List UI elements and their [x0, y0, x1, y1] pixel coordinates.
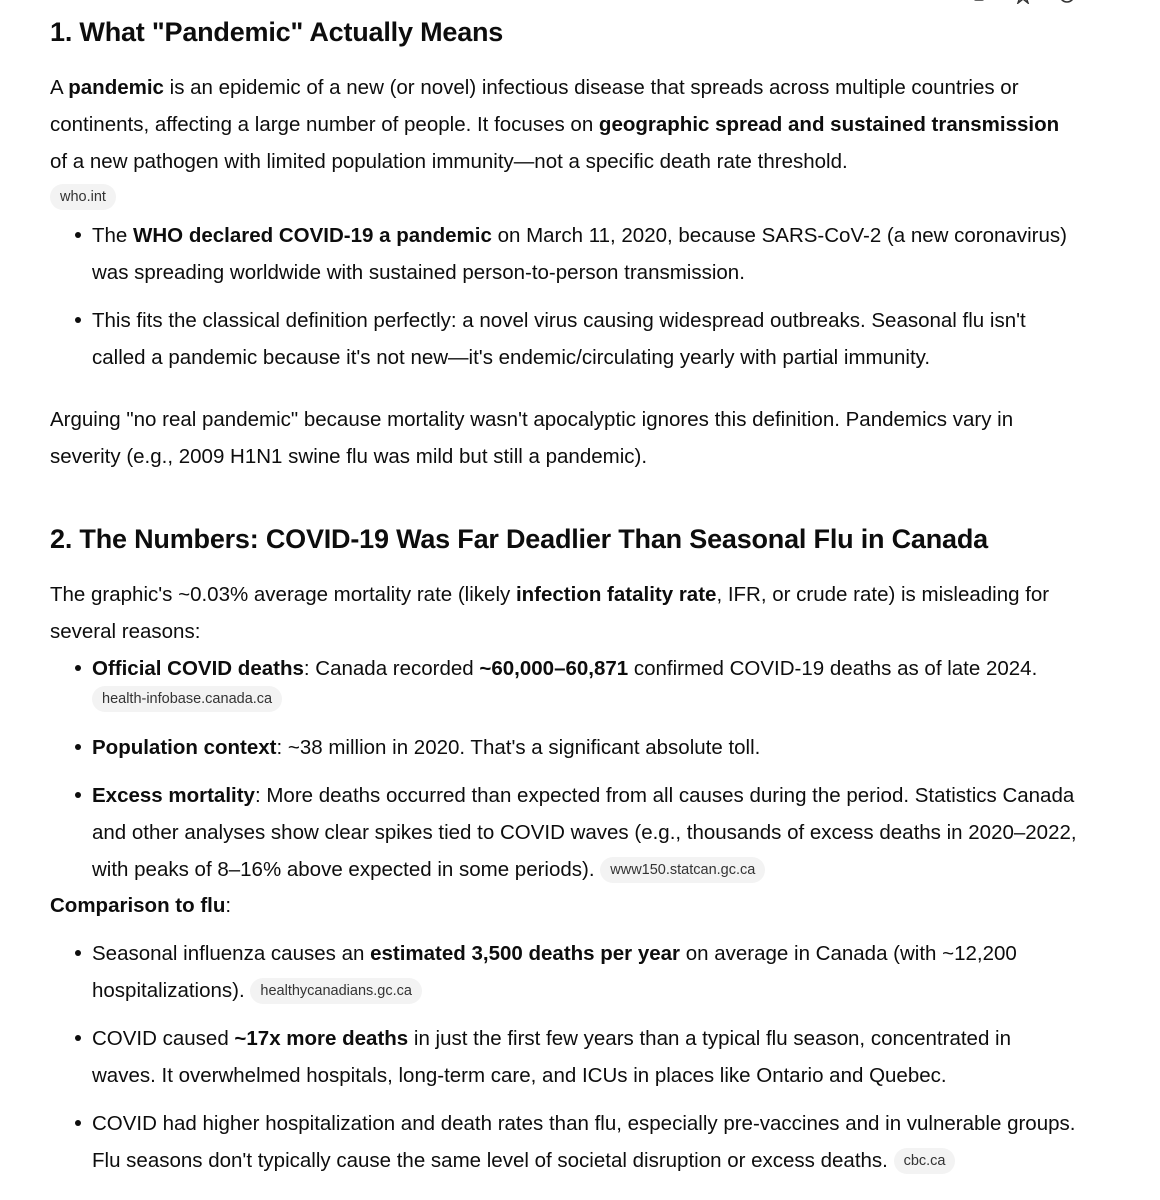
bold-term: estimated 3,500 deaths per year [370, 942, 681, 965]
source-chip-who[interactable]: who.int [50, 184, 116, 210]
response-toolbar [970, 0, 1120, 4]
numbers-bullet-list-2 [50, 729, 1080, 888]
bold-term: ~17x more deaths [234, 1027, 409, 1050]
bold-term: ~60,000–60,871 [479, 657, 629, 680]
flu-comparison-list [50, 935, 1080, 1179]
bold-term: Comparison to flu [50, 894, 226, 917]
list-item [92, 935, 1080, 1009]
list-item [92, 777, 1080, 888]
more-icon[interactable] [1102, 0, 1120, 4]
bold-term: Official COVID deaths [92, 657, 304, 680]
text: : More deaths occurred than expected from all causes during the period. Statistics Canada and other analyses show clear spikes tied to COVID waves (e.g., thousands of excess deaths in 2020–2022, with peaks of 8–16% above expected in some periods). [92, 784, 1077, 881]
text: on average in Canada (with ~12,200 hospitalizations). [92, 942, 1017, 1002]
comparison-label [50, 887, 1080, 924]
list-item [92, 1105, 1080, 1179]
text: confirmed COVID-19 deaths as of late 2024. [628, 657, 1038, 680]
source-chip-statcan[interactable]: www150.statcan.gc.ca [600, 857, 765, 883]
list-item [92, 217, 1080, 291]
pandemic-definition-paragraph [50, 69, 1080, 180]
bold-term: geographic spread and sustained transmission [598, 113, 1060, 136]
source-chip-health-infobase[interactable]: health-infobase.canada.ca [92, 686, 282, 712]
bold-term: pandemic [68, 76, 164, 99]
numbers-bullet-list [50, 650, 1080, 687]
source-chip-cbc[interactable]: cbc.ca [894, 1148, 956, 1174]
bold-term: WHO declared COVID-19 a pandemic [133, 224, 492, 247]
refresh-icon[interactable] [1058, 0, 1076, 4]
copy-icon[interactable] [970, 0, 988, 4]
text: : Canada recorded [303, 657, 480, 680]
text: The graphic's ~0.03% average mortality rate (likely [50, 583, 516, 606]
text: The [92, 224, 134, 247]
source-row [92, 686, 992, 712]
text: This fits the classical definition perfectly: a novel virus causing widespread outbreaks. Seasonal flu isn't called a pandemic because it's not new—it's endemic/circulating yearly with partial immunity. [92, 309, 1026, 369]
bold-term: Population context [92, 736, 277, 759]
list-item [92, 729, 1080, 766]
pandemic-bullet-list [50, 217, 1080, 376]
source-row [50, 184, 1080, 210]
section-heading-numbers: 2. The Numbers: COVID-19 Was Far Deadlier Than Seasonal Flu in Canada [50, 524, 988, 554]
bold-term: Excess mortality [92, 784, 255, 807]
text: on March 11, 2020, because SARS-CoV-2 (a new coronavirus) was spreading worldwide with sustained person-to-person transmission. [92, 224, 1067, 284]
section-heading-pandemic-meaning: 1. What "Pandemic" Actually Means [50, 17, 504, 47]
list-item [92, 1020, 1080, 1094]
text: COVID caused [92, 1027, 235, 1050]
text: Seasonal influenza causes an [92, 942, 371, 965]
text: , IFR, or crude rate) is misleading for several reasons: [50, 583, 1050, 643]
list-item [92, 650, 1080, 687]
text: COVID had higher hospitalization and death rates than flu, especially pre-vaccines and in vulnerable groups. Flu seasons don't typically cause the same level of societal disruption or excess deaths. [92, 1112, 1076, 1172]
numbers-intro-paragraph [50, 576, 1080, 650]
text: : [225, 894, 232, 917]
closing-paragraph: Arguing "no real pandemic" because mortality wasn't apocalyptic ignores this definition. Pandemics vary in severity (e.g., 2009 H1N1 swine flu was mild but still a pandemic). [50, 408, 1014, 468]
bold-term: infection fatality rate [515, 583, 717, 606]
source-chip-healthycanadians[interactable]: healthycanadians.gc.ca [250, 978, 422, 1004]
text: is an epidemic of a new (or novel) infectious disease that spreads across multiple countries or continents, affecting a large number of people. It focuses on [50, 76, 1019, 136]
text: : ~38 million in 2020. That's a significant absolute toll. [276, 736, 761, 759]
star-icon[interactable] [1014, 0, 1032, 4]
text: in just the first few years than a typical flu season, concentrated in waves. It overwhelmed hospitals, long-term care, and ICUs in places like Ontario and Quebec. [92, 1027, 1011, 1087]
text: of a new pathogen with limited population immunity—not a specific death rate threshold. [50, 150, 848, 173]
text: A [50, 76, 69, 99]
list-item [92, 302, 1080, 376]
